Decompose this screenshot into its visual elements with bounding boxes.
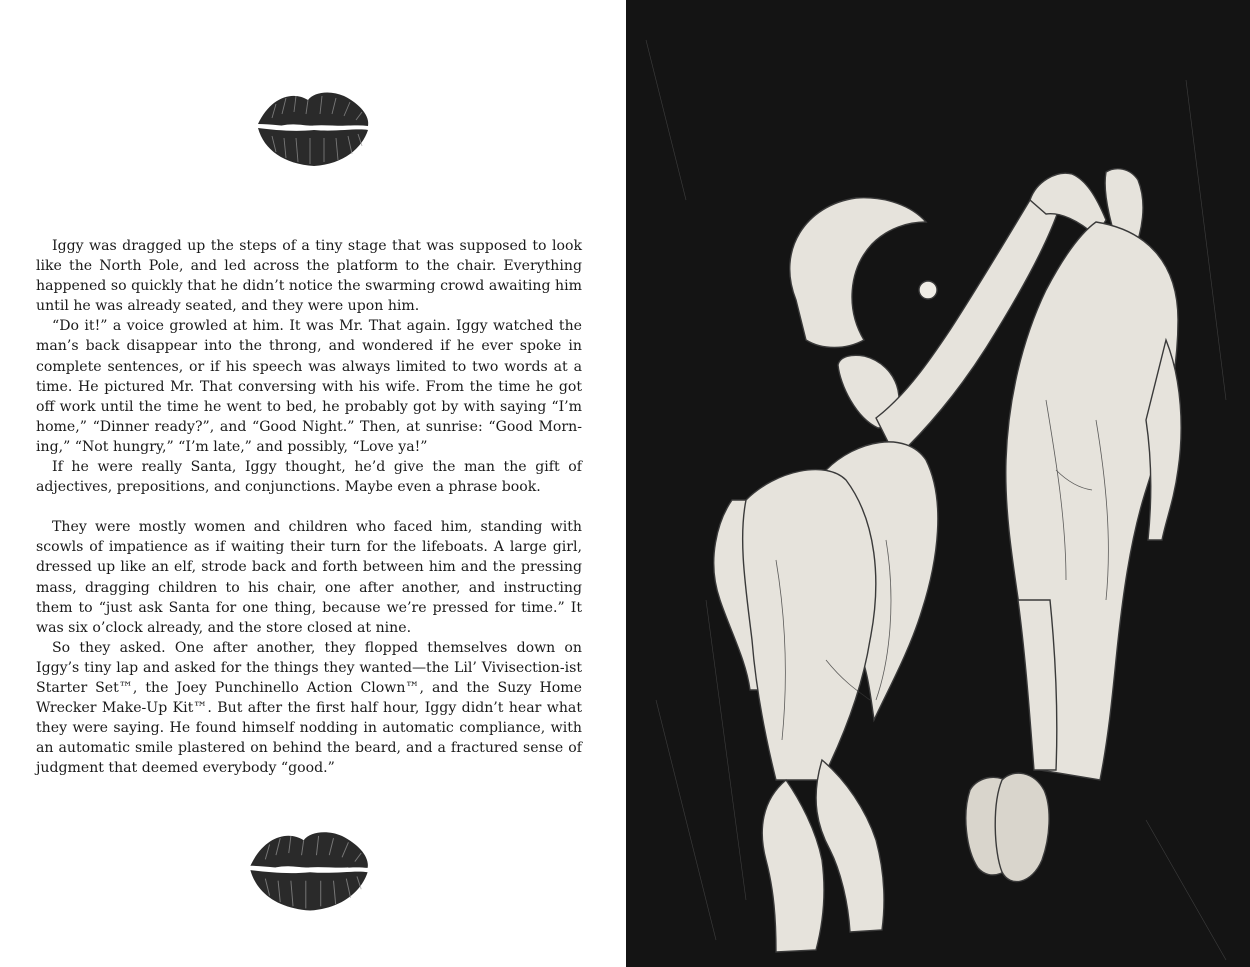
- paragraph: They were mostly women and children who faced him, standing with scowls of impatience as if waiting their turn for the lifeboats. A large girl, dressed up like an elf, strode back and forth between him and the pressing mass, dragging children to his chair, one after another, and instructing them to “just ask Santa for one thing, because we’re pressed for time.” It was six o’clock already, and the store closed at nine.: [36, 519, 582, 636]
- story-text: [36, 236, 582, 778]
- paragraph: Iggy was dragged up the steps of a tiny stage that was supposed to look like the North Pole, and led across the platform to the chair. Everything happened so quickly that he didn’t notice the swarming crowd awaiting him until he was already seated, and they were upon him.: [36, 238, 582, 315]
- paragraph: “Do it!” a voice growled at him. It was Mr. That again. Iggy watched the man’s back disappear into the throng, and wondered if he ever spoke in complete sentences, or if his speech was always limited to two words at a time. He pictured Mr. That conversing with his wife. From the time he got off work until the time he went to bed, he probably got by with saying “I’m home,” “Dinner ready?”, and “Good Night.” Then, at sunrise: “Good Morn-ing,” “Not hungry,” “I’m late,” and possibly, “Love ya!”: [36, 318, 582, 455]
- elf-carrying-santa-illustration: [626, 0, 1250, 967]
- lipstick-kiss-top-icon: [252, 84, 374, 170]
- paragraph: If he were really Santa, Iggy thought, he’d give the man the gift of adjectives, prepositions, and conjunctions. Maybe even a phrase book.: [36, 459, 582, 496]
- illustration-page: [626, 0, 1250, 967]
- paragraph: So they asked. One after another, they flopped themselves down on Iggy’s tiny lap and asked for the things they wanted—the Lil’ Vivisection-ist Starter Set™, the Joey Punchinello Action Clown™, and the Suzy Home Wrecker Make-Up Kit™. But after the first half hour, Iggy didn’t hear what they were saying. He found himself nodding in automatic compliance, with an automatic smile plastered on behind the beard, and a fractured sense of judgment that deemed everybody “good.”: [36, 639, 582, 777]
- lipstick-kiss-bottom-icon: [244, 823, 374, 915]
